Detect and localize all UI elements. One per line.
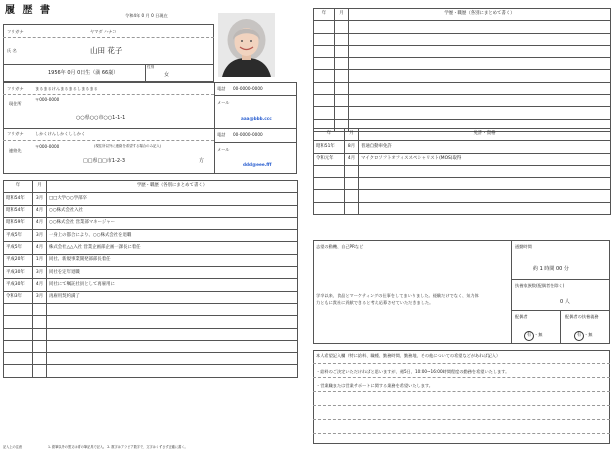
motivation-text-1[interactable]: 学卒以来、食品とマーケティングの仕事をしてまいりました。経験だけでなく、気力体 — [316, 293, 479, 298]
contact-suffix: 方 — [199, 158, 205, 164]
contact-note: (現住所以外に連絡を希望する場合のみ記入) — [94, 144, 162, 148]
furigana-label: フリガナ — [7, 29, 24, 34]
spouse-support-label: 配偶者の扶養義務 — [565, 314, 599, 319]
name-value[interactable]: 山田 花子 — [90, 46, 123, 55]
contact-mail-value[interactable]: ddd@eee.fff — [243, 162, 272, 167]
addr-furigana-label: フリガナ — [7, 86, 24, 91]
table-row[interactable] — [4, 316, 298, 328]
history-col-month: 月 — [33, 181, 47, 193]
phone-value[interactable]: 00-0000-0000 — [233, 86, 263, 91]
table-row[interactable] — [4, 340, 298, 352]
contact-furigana-value[interactable]: しかくけんしかくししかく — [35, 131, 86, 136]
licenses-table — [313, 128, 611, 215]
footer-note-label: 記入上の注意 — [3, 445, 23, 449]
address-value[interactable]: ○○県○○市○○1-1-1 — [76, 115, 126, 121]
table-row[interactable] — [4, 353, 298, 365]
table-row[interactable] — [314, 95, 611, 107]
profile-photo — [218, 13, 275, 77]
contact-phone-label: 電話 — [217, 132, 226, 137]
spouse-option: ・無 — [534, 332, 543, 337]
table-row[interactable] — [314, 58, 611, 70]
table-row[interactable] — [314, 33, 611, 45]
wishes-line-2[interactable]: ・営業職または営業サポートに関する業務を希望いたします。 — [316, 383, 433, 388]
contact-furigana-label: フリガナ — [7, 131, 24, 136]
contact-postal[interactable]: 〒000-0000 — [35, 144, 60, 149]
table-row[interactable] — [4, 303, 298, 315]
motivation-text-2[interactable]: 力ともに貴社に貢献できると考え応募させていただきました。 — [316, 300, 434, 305]
table-row[interactable] — [314, 165, 611, 177]
phone-label: 電話 — [217, 86, 226, 91]
spouse-value[interactable] — [524, 331, 542, 341]
table-row[interactable] — [314, 82, 611, 94]
table-row[interactable]: 平成30年 4月 同社にて嘱託社員として再雇用に — [4, 279, 298, 291]
contact-phone-value[interactable]: 00-0000-0000 — [233, 132, 263, 137]
table-row[interactable] — [4, 328, 298, 340]
date-line: 令和4年 0 月 0 日現在 — [125, 13, 168, 18]
history2-col-month: 月 — [335, 9, 349, 21]
table-row[interactable] — [314, 190, 611, 202]
contact-mail-label: メール — [217, 147, 230, 152]
addr-furigana-value[interactable]: まるまるけんまるまるしまるまる — [35, 86, 98, 91]
mail-value[interactable]: aaa@bbb.ccc — [241, 116, 272, 121]
history-table — [3, 180, 298, 378]
address-label: 現住所 — [9, 101, 22, 106]
motivation-label: 志望の動機、自己PRなど — [316, 244, 364, 249]
wishes-box — [313, 350, 610, 444]
table-row[interactable]: 令和3年 3月 再雇用契約満了 — [4, 291, 298, 303]
table-row[interactable]: 昭和51年 8月 普通自動車免許 — [314, 141, 611, 153]
table-row[interactable] — [314, 202, 611, 214]
licenses-col-year: 年 — [314, 129, 345, 141]
commute-value[interactable]: 約 1 時間 00 分 — [533, 266, 569, 272]
table-row[interactable]: 平成20年 1月 同社、新規事業開発部部長着任 — [4, 254, 298, 266]
spouse-selected[interactable]: 有 — [524, 331, 534, 341]
spouse-label: 配偶者 — [515, 314, 528, 319]
table-row[interactable] — [314, 107, 611, 119]
table-row[interactable]: 平成30年 3月 同社を定年退職 — [4, 267, 298, 279]
gender-label: 性別 — [147, 65, 155, 69]
table-row[interactable]: 昭和54年 3月 □□大学○○学部卒 — [4, 193, 298, 205]
address-postal[interactable]: 〒000-0000 — [35, 97, 60, 102]
history-col-year: 年 — [4, 181, 33, 193]
wishes-line-1[interactable]: ・給料のご決定いただければと思いますが、週5日、10:00~16:00時間程度の勤務を希望いたします。 — [316, 369, 510, 374]
wishes-label: 本人希望記入欄（特に給料、職種、勤務時間、勤務地、その他についての希望などがあれば記入） — [316, 353, 501, 358]
table-row[interactable]: 平成5年 3月 一身上の都合により、○○株式会社を退職 — [4, 230, 298, 242]
contact-address[interactable]: □□県□□市1-2-3 — [83, 158, 126, 164]
spouse-support-option: ・無 — [584, 332, 593, 337]
history2-col-title: 学歴・職歴（各別にまとめて書く） — [349, 9, 611, 21]
footer-note: 1. 鉛筆以外の黒又は青の筆記具で記入。 2. 数字はアラビア数字で、文字はくずさず正確に書く。 — [48, 445, 188, 449]
spouse-support-selected[interactable]: 有 — [574, 331, 584, 341]
history2-col-year: 年 — [314, 9, 335, 21]
table-row[interactable] — [4, 365, 298, 377]
mail-label: メール — [217, 100, 230, 105]
table-row[interactable] — [314, 178, 611, 190]
page-title: 履 歴 書 — [5, 5, 52, 16]
table-row[interactable]: 平成5年 4月 株式会社△△入社 営業企画部企画一課長に着任 — [4, 242, 298, 254]
contact-label: 連絡先 — [9, 148, 22, 153]
dependents-label: 扶養家族数(配偶者を除く) — [515, 283, 565, 288]
name-label: 氏 名 — [7, 48, 17, 53]
licenses-col-month: 月 — [345, 129, 359, 141]
furigana-value[interactable]: ヤマダ ハナコ — [90, 29, 117, 34]
table-row[interactable]: 昭和59年 4月 ○○株式会社 営業部マネージャー — [4, 217, 298, 229]
spouse-support-value[interactable] — [574, 331, 592, 341]
history2-table — [313, 8, 611, 132]
commute-label: 通勤時間 — [515, 244, 532, 249]
motivation-box — [313, 240, 610, 344]
history-col-title: 学歴・職歴（各別にまとめて書く） — [47, 181, 298, 193]
birth-date[interactable]: 1956年 0月 0日生（満 66歳） — [48, 70, 119, 76]
table-row[interactable] — [314, 45, 611, 57]
table-row[interactable]: 昭和54年 4月 ○○株式会社入社 — [4, 205, 298, 217]
table-row[interactable] — [314, 21, 611, 33]
dependents-value[interactable]: 0 人 — [560, 299, 570, 305]
table-row[interactable] — [314, 70, 611, 82]
licenses-col-title: 免許・資格 — [359, 129, 611, 141]
gender-value[interactable]: 女 — [164, 72, 170, 78]
table-row[interactable]: 令和元年 4月 マイクロソフトオフィススペシャリスト(MOS)取得 — [314, 153, 611, 165]
